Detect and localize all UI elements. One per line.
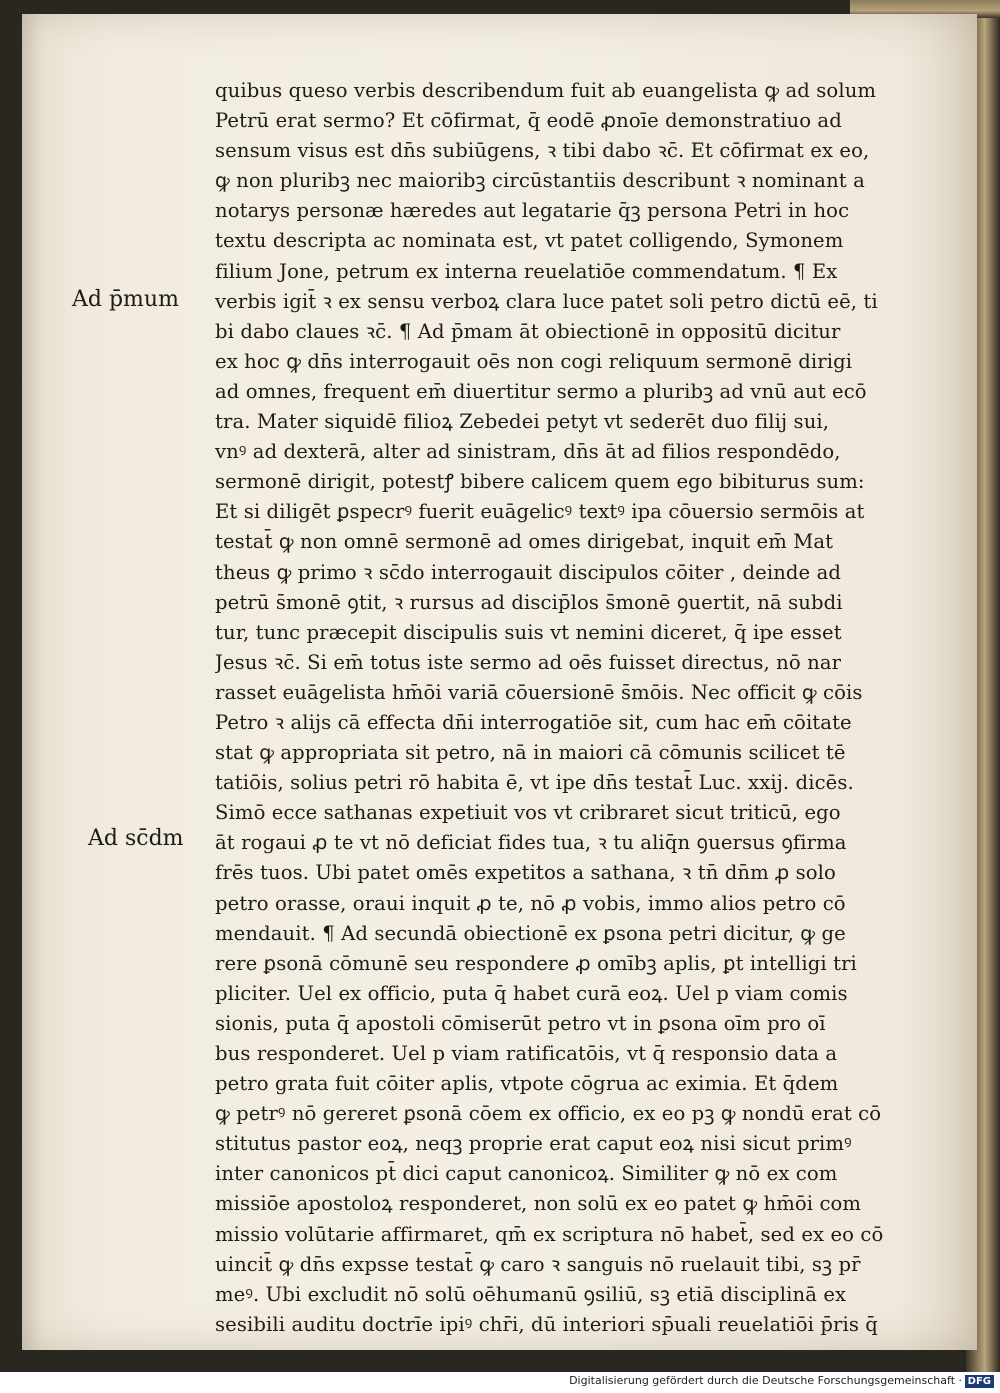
text-line: stitutus pastor eoꝝ, neqꝫ proprie erat caput eoꝝ nisi sicut primꝰ: [215, 1132, 852, 1156]
text-line: ꝙ non pluribꝫ nec maioribꝫ circūstantiis describunt ꝛ nominant a: [215, 169, 865, 193]
text-line: vnꝰ ad dexterā, alter ad sinistram, dn̄s āt ad filios respondēdo,: [215, 440, 841, 464]
text-line: petro grata fuit cōiter aplis, vtpote cōgrua ac eximia. Et q̄dem: [215, 1072, 839, 1096]
text-line: theus ꝙ primo ꝛ sc̄do interrogauit discipulos cōiter , deinde ad: [215, 560, 842, 584]
text-line: tur, tunc præcepit discipulis suis vt nemini diceret, q̄ ipe esset: [215, 620, 842, 644]
text-line: quibus queso verbis describendum fuit ab euangelista ꝙ ad solum: [215, 79, 877, 102]
text-line: sermonē dirigit, potestꝭ bibere calicem quem ego bibiturus sum:: [215, 470, 865, 494]
text-line: tra. Mater siquidē filioꝝ Zebedei petyt vt sederēt duo filij sui,: [215, 410, 830, 434]
text-line: textu descripta ac nominata est, vt patet colligendo, Symonem: [215, 229, 844, 253]
text-line: sionis, puta q̄ apostoli cōmiserūt petro vt in ꝑsona oīm pro oī: [215, 1011, 826, 1035]
text-line: ex hoc ꝙ dn̄s interrogauit oēs non cogi reliquum sermonē dirigi: [215, 349, 853, 373]
text-line: Simō ecce sathanas expetiuit vos vt cribraret sicut triticū, ego: [215, 801, 841, 825]
text-line: inter canonicos pt̄ dici caput canonicoꝝ. Similiter ꝙ nō ex com: [215, 1162, 838, 1186]
text-line: mendauit. ¶ Ad secundā obiectionē ex ꝑsona petri dicitur, ꝙ ge: [215, 921, 846, 945]
text-line: uincit̄ ꝙ dn̄s expsse testat̄ ꝙ caro ꝛ sanguis nō ruelauit tibi, sꝫ pr̄: [215, 1252, 861, 1276]
text-line: ꝙ petrꝰ nō gereret ꝑsonā cōem ex officio, ex eo pꝫ ꝙ nondū erat cō: [215, 1102, 882, 1126]
text-line: sesibili auditu doctrīe ipiꝰ chr̄i, dū interiori sp̄uali reuelatiōi p̄ris q̄: [215, 1312, 878, 1336]
text-line: testat̄ ꝙ non omnē sermonē ad omes dirigebat, inquit em̄ Mat: [215, 530, 834, 554]
text-line: pliciter. Uel ex officio, puta q̄ habet curā eoꝝ. Uel p viam comis: [215, 981, 848, 1005]
dfg-logo: DFG: [965, 1375, 994, 1388]
text-line: Jesus ꝛc̄. Si em̄ totus iste sermo ad oēs fuisset directus, nō nar: [215, 650, 842, 674]
text-line: stat ꝙ appropriata sit petro, nā in maiori cā cōmunis scilicet tē: [215, 741, 846, 765]
text-line: Petrū erat sermo? Et cōfirmat, q̄ eodē ꝓnoīe demonstratiuo ad: [215, 109, 842, 133]
text-line: bi dabo claues ꝛc̄. ¶ Ad p̄mam āt obiectionē in oppositū dicitur: [215, 319, 841, 343]
text-line: missiōe apostoloꝝ responderet, non solū ex eo patet ꝙ hm̄ōi com: [215, 1192, 862, 1216]
text-line: verbis igit̄ ꝛ ex sensu verboꝝ clara luce patet soli petro dictū eē, ti: [215, 289, 878, 313]
text-line: notarys personæ hæredes aut legatarie q̄ꝫ persona Petri in hoc: [215, 199, 850, 223]
text-line: Petro ꝛ alijs cā effecta dn̄i interrogatiōe sit, cum hac em̄ cōitate: [215, 710, 852, 734]
text-line: petro orasse, oraui inquit ꝓ te, nō ꝓ vobis, immo alios petro cō: [215, 891, 846, 915]
marginal-note-primum: Ad p̄mum: [72, 287, 179, 312]
text-line: rere ꝑsonā cōmunē seu respondere ꝓ omībꝫ aplis, ꝑt intelligi tri: [215, 951, 857, 975]
text-line: āt rogaui ꝓ te vt nō deficiat fides tua, ꝛ tu aliq̄n ꝯuersus ꝯfirma: [215, 831, 847, 855]
text-line: petrū s̄monē ꝯtit, ꝛ rursus ad discip̄los s̄monē ꝯuertit, nā subdi: [215, 590, 843, 614]
text-line: ad omnes, frequent em̄ diuertitur sermo a pluribꝫ ad vnū aut ecō: [215, 379, 867, 403]
text-line: bus responderet. Uel p viam ratificatōis, vt q̄ responsio data a: [215, 1042, 838, 1065]
text-line: rasset euāgelista hm̄ōi variā cōuersionē s̄mōis. Nec officit ꝙ cōis: [215, 680, 863, 704]
text-line: tatiōis, solius petri rō habita ē, vt ipe dn̄s testat̄ Luc. xxij. dicēs.: [215, 771, 854, 795]
text-line: filium Jone, petrum ex interna reuelatiōe commendatum. ¶ Ex: [215, 259, 838, 283]
text-line: meꝰ. Ubi excludit nō solū oēhumanū ꝯsiliū, sꝫ etiā disciplinā ex: [215, 1282, 847, 1306]
text-line: missio volūtarie affirmaret, qm̄ ex scriptura nō habet̄, sed ex eo cō: [215, 1222, 884, 1246]
footer-credit: Digitalisierung gefördert durch die Deutsche Forschungsgemeinschaft ·: [569, 1374, 962, 1387]
text-line: Et si diligēt ꝑspecrꝰ fuerit euāgelicꝰ textꝰ ipa cōuersio sermōis at: [215, 500, 865, 524]
text-line: frēs tuos. Ubi patet omēs expetitos a sathana, ꝛ tn̄ dn̄m ꝓ solo: [215, 861, 836, 885]
text-line: sensum visus est dn̄s subiūgens, ꝛ tibi dabo ꝛc̄. Et cōfirmat ex eo,: [215, 139, 870, 163]
marginal-note-secundum: Ad sc̄dm: [88, 826, 184, 851]
main-text-block: [215, 76, 885, 1340]
